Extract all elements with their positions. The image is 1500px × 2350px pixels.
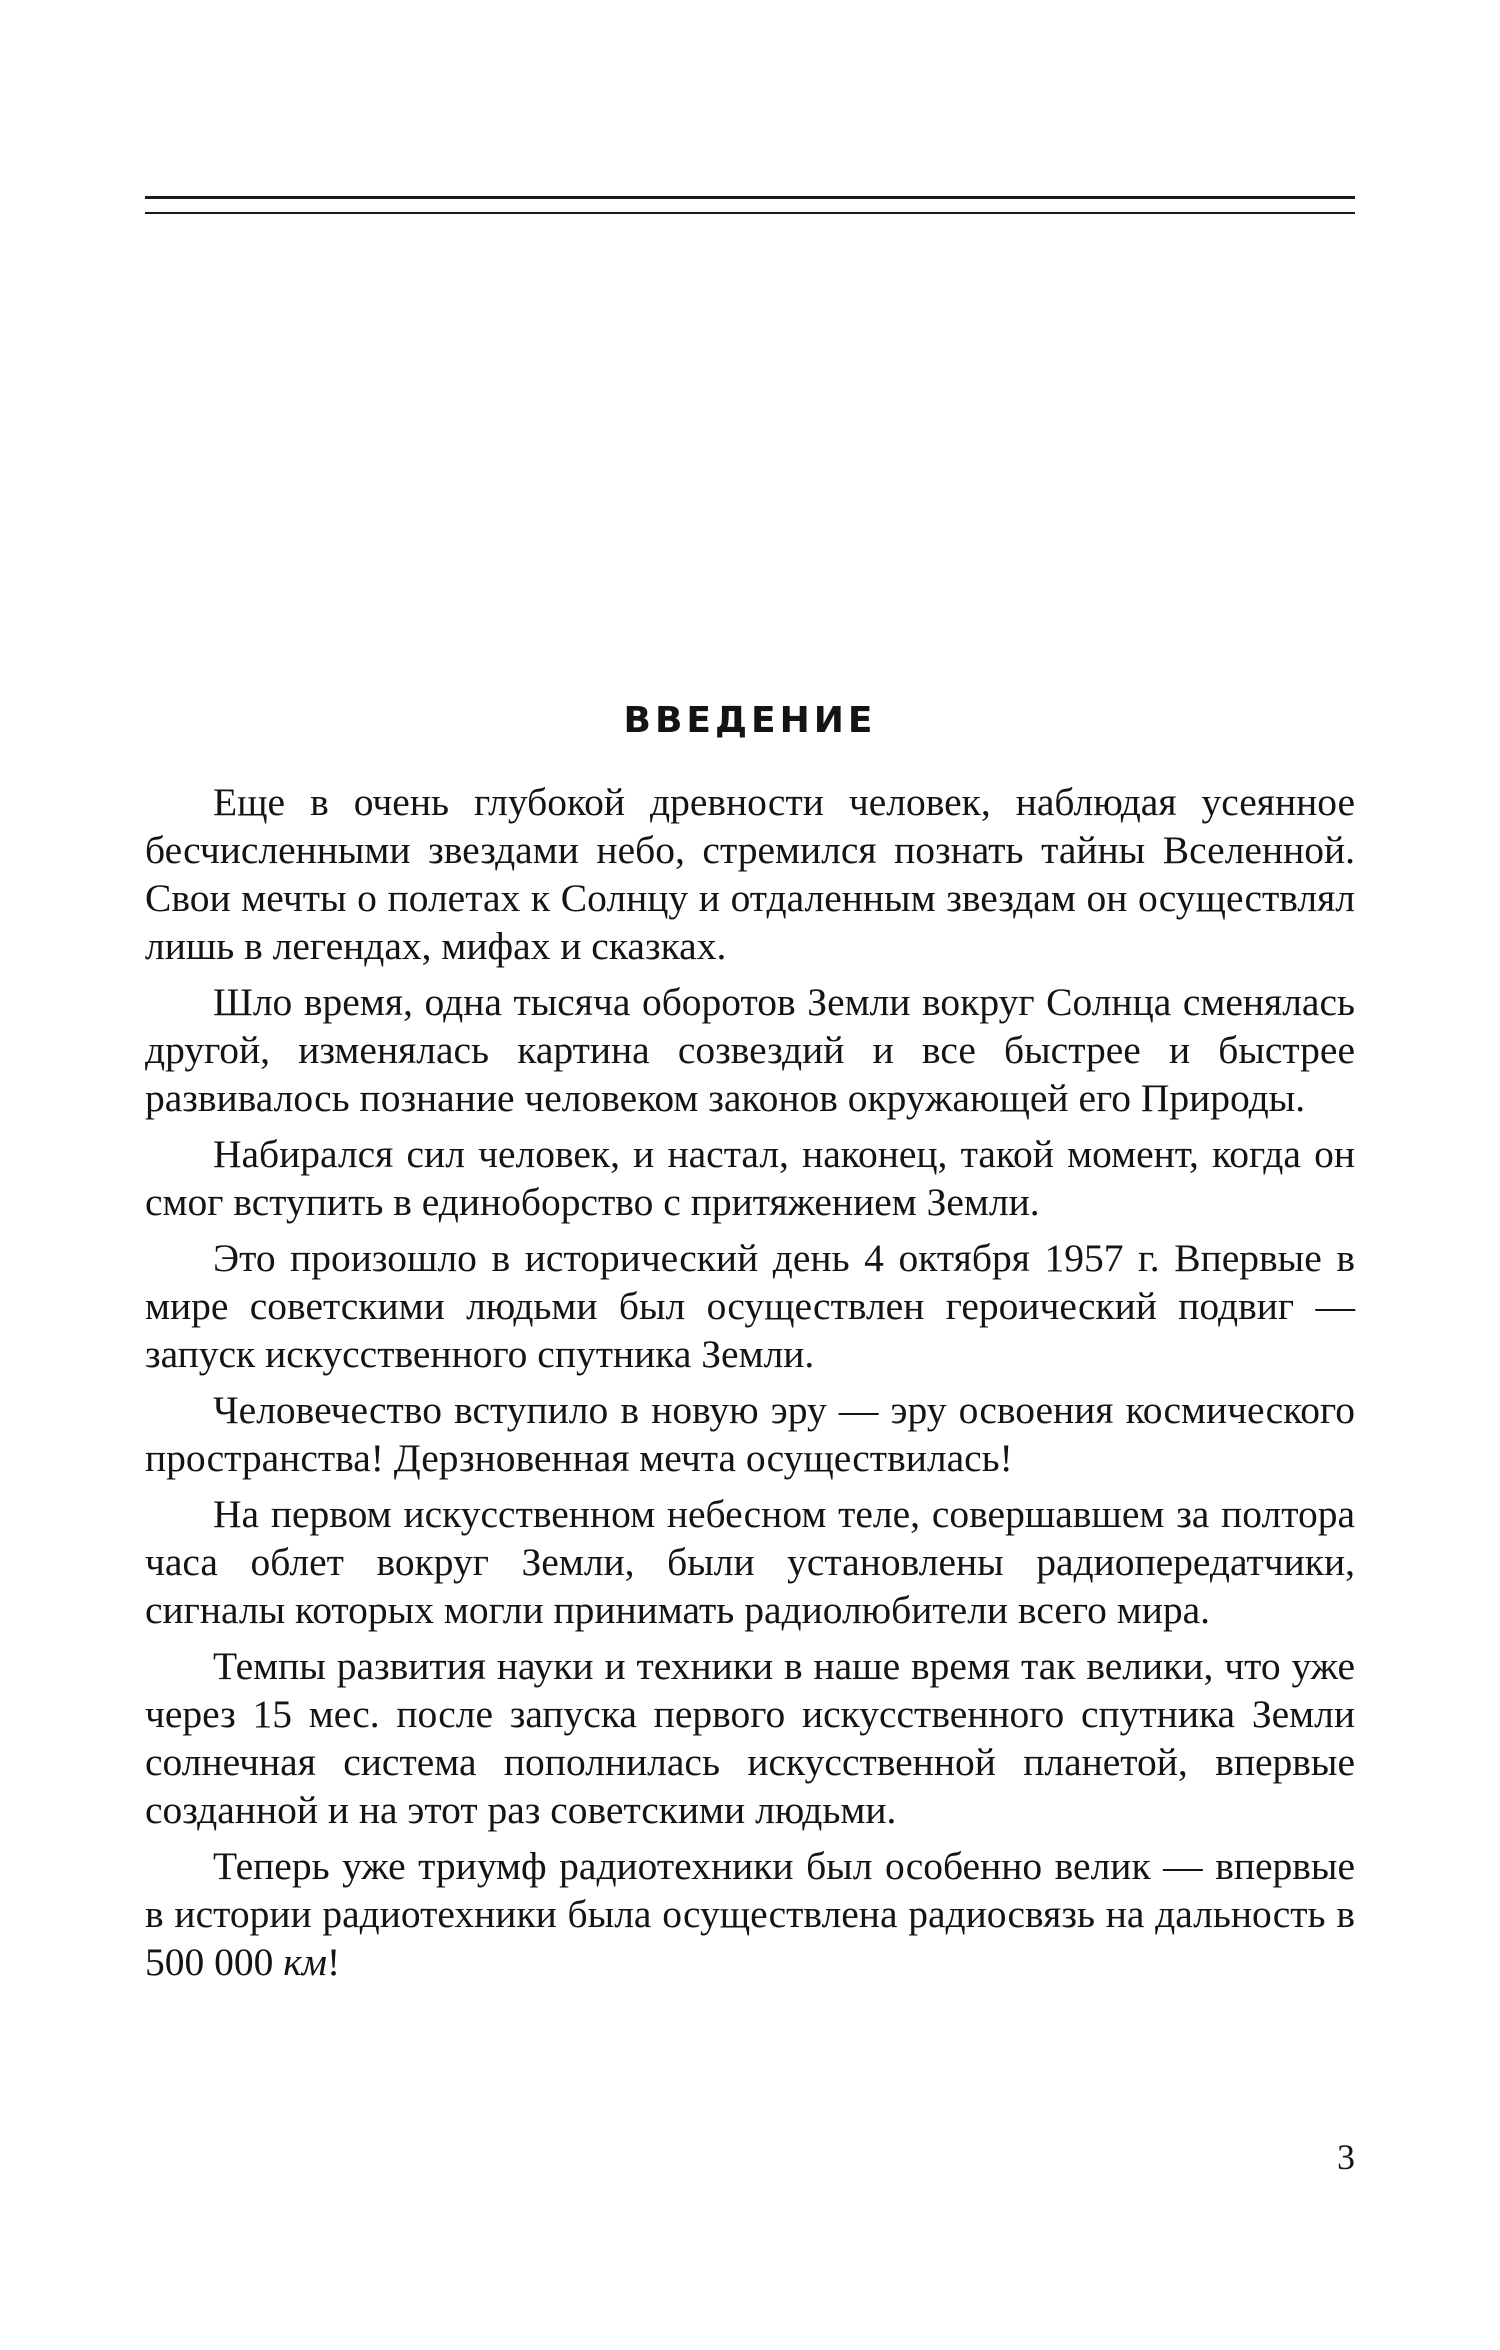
body-text [145, 778, 1355, 1994]
paragraph: Темпы развития науки и техники в наше время так велики, что уже через 15 мес. после запуска первого искусственного спутника Земли солнечная система пополнилась искусственной планетой, впервые созданной и на этот раз советскими людьми. [145, 1644, 1355, 1832]
page-number: 3 [1337, 2137, 1355, 2177]
paragraph: Еще в очень глубокой древности человек, наблюдая усеянное бесчисленными звездами небо, стремился познать тайны Вселенной. Свои мечты о полетах к Солнцу и отдаленным звездам он осуществлял лишь в легендах, мифах и сказках. [145, 780, 1355, 968]
paragraph-last [145, 1842, 1355, 1986]
paragraph-last-text: Теперь уже триумф радиотехники был особенно велик — впервые в истории радиотехники была осуществлена радиосвязь на дальность в 500 000 [145, 1844, 1355, 1984]
paragraph: Набирался сил человек, и настал, наконец, такой момент, когда он смог вступить в единоборство с притяжением Земли. [145, 1132, 1355, 1224]
top-rule [145, 196, 1355, 199]
chapter-heading: ВВЕДЕНИЕ [623, 700, 877, 741]
distance-unit: км [283, 1940, 327, 1984]
top-rule-thin [145, 212, 1355, 214]
paragraph: Человечество вступило в новую эру — эру освоения космического пространства! Дерзновенная мечта осуществилась! [145, 1388, 1355, 1480]
paragraph: Шло время, одна тысяча оборотов Земли вокруг Солнца сменялась другой, изменялась картина созвездий и все быстрее и быстрее развивалось познание человеком законов окружающей его Природы. [145, 980, 1355, 1120]
paragraph: Это произошло в исторический день 4 октября 1957 г. Впервые в мире советскими людьми был осуществлен героический подвиг — запуск искусственного спутника Земли. [145, 1236, 1355, 1376]
paragraph: На первом искусственном небесном теле, совершавшем за полтора часа облет вокруг Земли, были установлены радиопередатчики, сигналы которых могли принимать радиолюбители всего мира. [145, 1492, 1355, 1632]
paragraph-last-end: ! [326, 1940, 341, 1984]
